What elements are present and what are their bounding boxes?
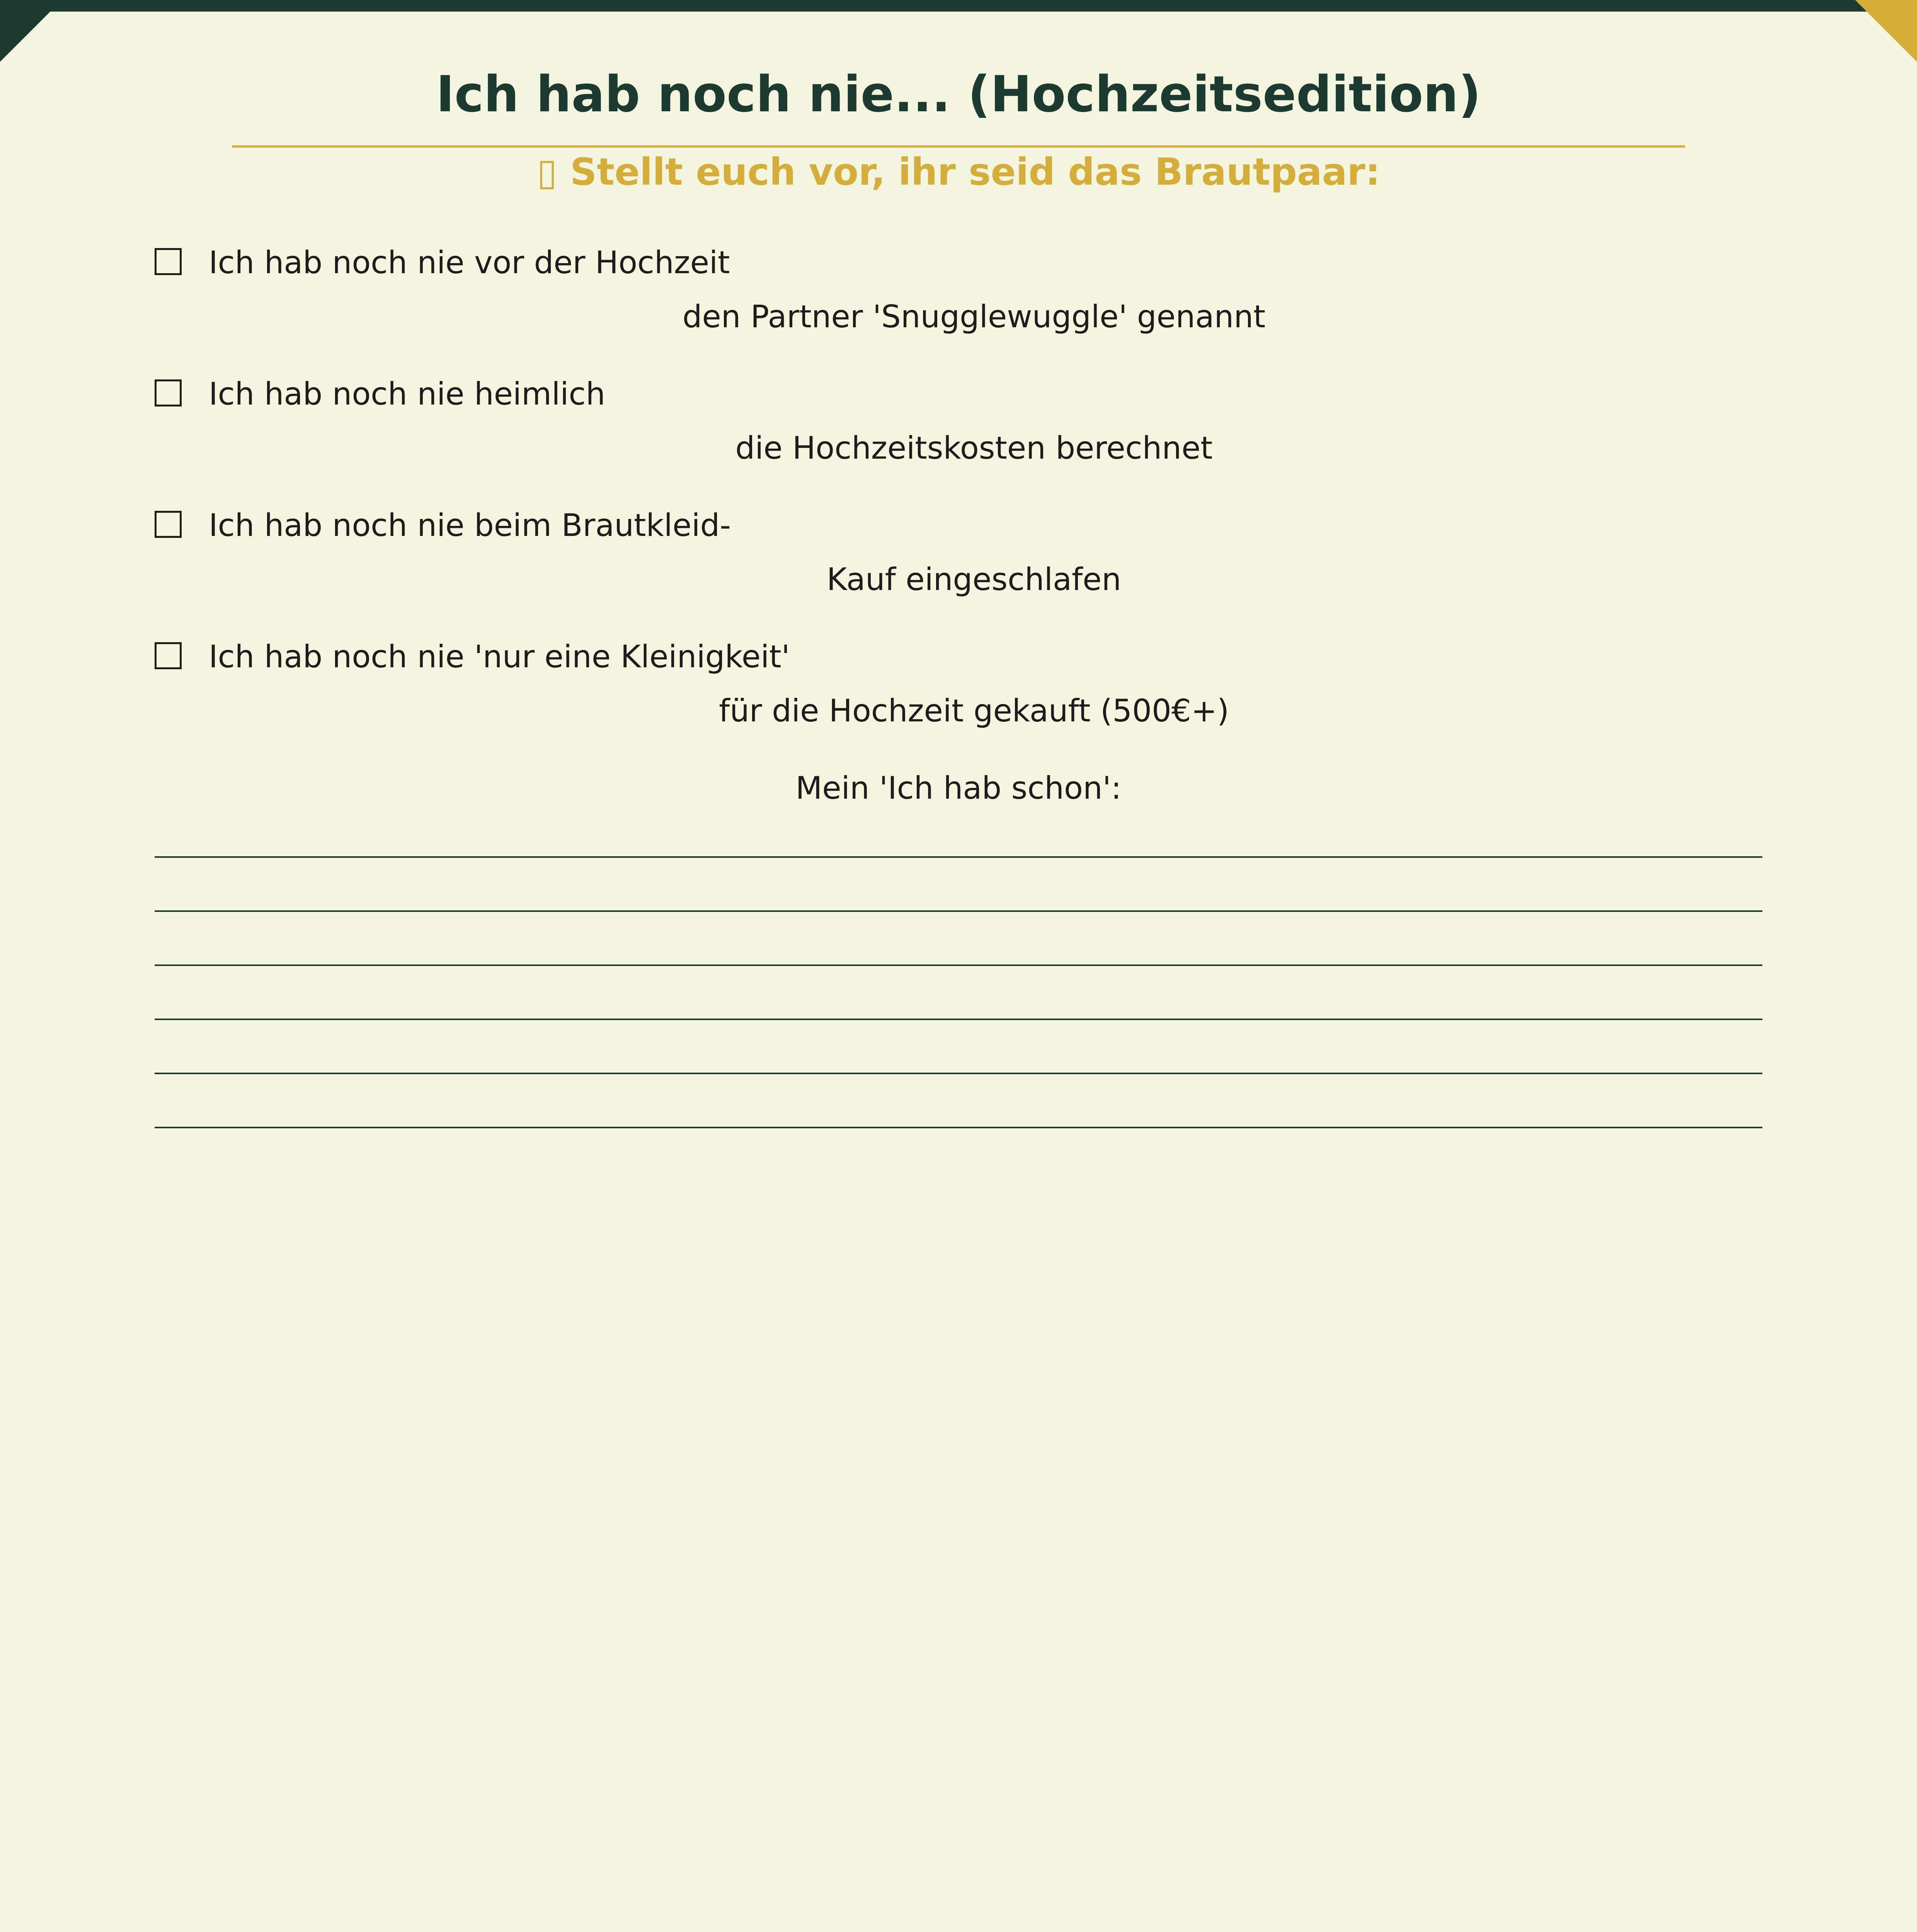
checklist-item (155, 502, 1762, 634)
checkbox[interactable] (155, 511, 182, 538)
checklist-item-text-line-1: Ich hab noch nie heimlich (209, 376, 606, 412)
checklist-item-text-line-2: Kauf eingeschlafen (826, 561, 1122, 597)
checkbox[interactable] (155, 642, 182, 669)
page-title: Ich hab noch nie... (Hochzeitsedition) (436, 66, 1481, 123)
checklist-item-text-line-2: den Partner 'Snugglewuggle' genannt (682, 299, 1266, 335)
checklist-item-text-line-2: für die Hochzeit gekauft (500€+) (718, 693, 1229, 729)
checkbox[interactable] (155, 248, 182, 275)
checkbox[interactable] (155, 379, 182, 406)
writing-line[interactable] (155, 964, 1762, 1019)
checklist-item (155, 371, 1762, 502)
checklist (155, 240, 1762, 765)
page-subtitle: ▯ Stellt euch vor, ihr seid das Brautpaar: (536, 150, 1381, 194)
checklist-item (155, 634, 1762, 765)
corner-decoration-top-left (0, 0, 62, 62)
checklist-item (155, 240, 1762, 371)
writing-line[interactable] (155, 1073, 1762, 1127)
top-border-bar (0, 0, 1917, 12)
checklist-item-text-line-1: Ich hab noch nie vor der Hochzeit (209, 245, 730, 281)
checklist-item-text-line-1: Ich hab noch nie 'nur eine Kleinigkeit' (209, 639, 790, 675)
writing-line[interactable] (155, 856, 1762, 910)
checklist-item-text-line-1: Ich hab noch nie beim Brautkleid- (209, 507, 731, 543)
writing-area[interactable] (155, 856, 1762, 1181)
writing-line[interactable] (155, 1127, 1762, 1181)
corner-decoration-top-right (1855, 0, 1917, 62)
own-entry-label: Mein 'Ich hab schon': (795, 770, 1122, 806)
writing-line[interactable] (155, 1019, 1762, 1073)
checklist-item-text-line-2: die Hochzeitskosten berechnet (735, 430, 1213, 466)
writing-line[interactable] (155, 910, 1762, 964)
